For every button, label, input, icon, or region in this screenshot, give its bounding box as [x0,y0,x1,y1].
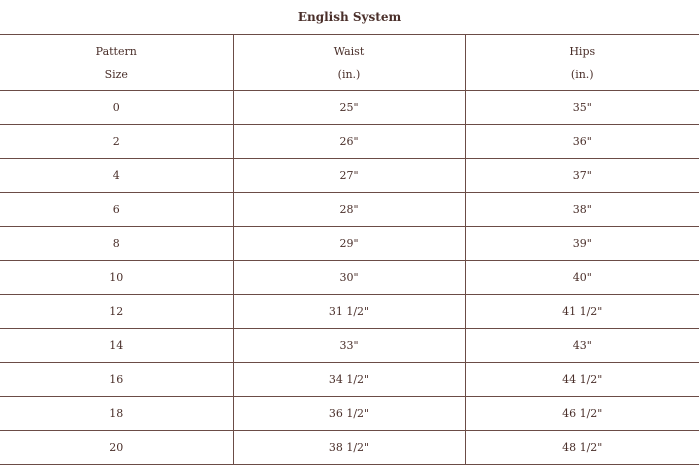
cell-waist: 38 1/2" [233,431,465,465]
table-row [0,91,699,125]
header-sublabel: (in.) [570,67,594,81]
cell-hips: 41 1/2" [465,295,699,329]
cell-hips: 44 1/2" [465,363,699,397]
cell-pattern-size: 2 [0,125,233,159]
cell-pattern-size: 8 [0,227,233,261]
cell-waist: 27" [233,159,465,193]
cell-waist: 29" [233,227,465,261]
cell-hips: 40" [465,261,699,295]
header-label: Waist [333,44,365,58]
table-row [0,329,699,363]
cell-waist: 30" [233,261,465,295]
table-row [0,159,699,193]
table-row [0,193,699,227]
cell-pattern-size: 14 [0,329,233,363]
size-table [0,34,699,465]
table-row [0,261,699,295]
cell-waist: 26" [233,125,465,159]
cell-waist: 31 1/2" [233,295,465,329]
table-row [0,431,699,465]
header-label: Pattern [95,44,137,58]
table-row [0,125,699,159]
cell-waist: 28" [233,193,465,227]
cell-hips: 35" [465,91,699,125]
cell-pattern-size: 10 [0,261,233,295]
cell-hips: 37" [465,159,699,193]
cell-hips: 43" [465,329,699,363]
table-body [0,91,699,465]
cell-pattern-size: 4 [0,159,233,193]
cell-pattern-size: 18 [0,397,233,431]
cell-pattern-size: 0 [0,91,233,125]
table-row [0,363,699,397]
cell-hips: 38" [465,193,699,227]
cell-pattern-size: 6 [0,193,233,227]
cell-waist: 36 1/2" [233,397,465,431]
cell-pattern-size: 16 [0,363,233,397]
header-pattern-size [0,35,233,91]
cell-hips: 39" [465,227,699,261]
table-title: English System [297,10,402,24]
table-row [0,295,699,329]
header-hips [465,35,699,91]
cell-pattern-size: 20 [0,431,233,465]
cell-hips: 36" [465,125,699,159]
header-sublabel: (in.) [337,67,361,81]
header-sublabel: Size [104,67,128,81]
header-waist [233,35,465,91]
cell-hips: 46 1/2" [465,397,699,431]
cell-waist: 25" [233,91,465,125]
header-label: Hips [569,44,596,58]
cell-waist: 34 1/2" [233,363,465,397]
table-row [0,397,699,431]
header-row [0,35,699,91]
table-row [0,227,699,261]
cell-pattern-size: 12 [0,295,233,329]
cell-waist: 33" [233,329,465,363]
cell-hips: 48 1/2" [465,431,699,465]
